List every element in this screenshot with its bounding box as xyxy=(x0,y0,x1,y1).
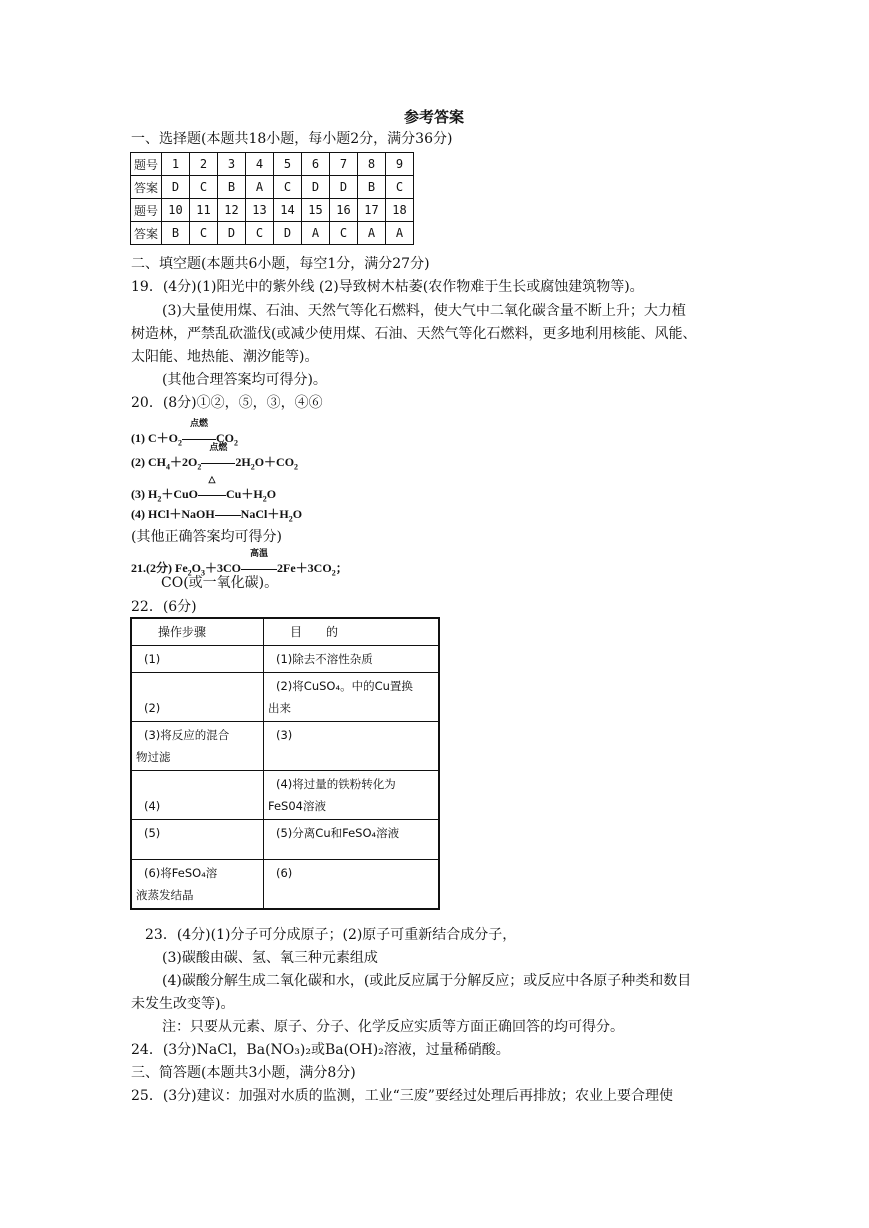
eq2-cond-text: 点燃 xyxy=(209,442,228,452)
eq3-right2: O xyxy=(266,487,277,501)
eq3-condition xyxy=(198,474,226,504)
step-line: 液蒸发结晶 xyxy=(136,888,194,902)
question-number: 1 xyxy=(162,153,190,176)
question-number: 15 xyxy=(302,199,330,222)
eq4-left: (4) HCl＋NaOH xyxy=(131,507,215,521)
step-cell: (1) xyxy=(131,646,264,673)
q21-cond-text: 高温 xyxy=(250,548,269,558)
question-number: 18 xyxy=(386,199,414,222)
purpose-line: FeS04溶液 xyxy=(268,799,326,813)
step-line: 物过滤 xyxy=(136,750,171,764)
step-cell xyxy=(131,722,264,771)
answer-cell: D xyxy=(162,176,190,199)
table-row xyxy=(131,722,439,771)
answer-cell: C xyxy=(386,176,414,199)
question-number: 12 xyxy=(218,199,246,222)
q23-line3: (4)碳酸分解生成二氧化碳和水，(或此反应属于分解反应；或反应中各原子种类和数目 xyxy=(162,973,692,989)
equation-4: (4) HCl＋NaOH $NaCl+H_2O$ xyxy=(131,504,302,529)
step-cell xyxy=(131,860,264,910)
purpose-line: (4)将过量的铁粉转化为 xyxy=(276,777,396,791)
section2-heading: 二、填空题(本题共6小题，每空1分，满分27分) xyxy=(131,256,430,272)
section1-heading: 一、选择题(本题共18小题，每小题2分，满分36分) xyxy=(131,131,453,147)
q21-end: ； xyxy=(335,561,348,575)
eq3-mid: ＋CuO xyxy=(161,487,199,501)
table-row xyxy=(131,222,414,245)
purpose-cell: (6) xyxy=(264,860,440,910)
q23-line4: 未发生改变等)。 xyxy=(131,996,235,1012)
question-number: 6 xyxy=(302,153,330,176)
eq4-condition xyxy=(215,504,241,524)
table-row xyxy=(131,860,439,910)
answer-cell: B xyxy=(358,176,386,199)
question-number: 11 xyxy=(190,199,218,222)
purpose-line: (2)将CuSO₄。中的Cu置换 xyxy=(276,679,413,693)
eq3-left: (3) H xyxy=(131,487,158,501)
table-row xyxy=(131,673,439,722)
q20-line1: 20．(8分)①②，⑤，③，④⑥ xyxy=(131,395,323,411)
header-label: 题号 xyxy=(131,199,162,222)
eq1-cond-text: 点燃 xyxy=(189,418,208,428)
table-row xyxy=(131,646,439,673)
q21-equation: 21.(2分) $Fe_2O_3+3CO$ 高温 $2Fe+3CO_2$； xyxy=(131,548,348,578)
page-title: 参考答案 xyxy=(404,108,465,126)
eq2-right: 2H xyxy=(235,455,251,469)
answer-cell: D xyxy=(330,176,358,199)
table-row xyxy=(131,153,414,176)
table-row xyxy=(131,820,439,860)
equation-1: (1) $C+O_2$ 点燃 $CO_2$ xyxy=(131,418,238,448)
q19-line5: (其他合理答案均可得分)。 xyxy=(162,372,327,388)
q19-line1: 19．(4分)(1)阳光中的紫外线 (2)导致树木枯萎(农作物难于生长或腐蚀建筑物等)。 xyxy=(131,279,644,295)
answer-label: 答案 xyxy=(131,176,162,199)
answer-cell: D xyxy=(302,176,330,199)
header-label: 题号 xyxy=(131,153,162,176)
answer-cell: C xyxy=(330,222,358,245)
question-number: 9 xyxy=(386,153,414,176)
question-number: 16 xyxy=(330,199,358,222)
steps-table xyxy=(130,617,440,910)
answer-cell: C xyxy=(190,222,218,245)
answer-cell: C xyxy=(246,222,274,245)
answer-cell: D xyxy=(274,222,302,245)
q20-note: (其他正确答案均可得分) xyxy=(131,529,282,545)
q21-line2: CO(或一氧化碳)。 xyxy=(161,575,279,591)
question-number: 13 xyxy=(246,199,274,222)
step-line: (3)将反应的混合 xyxy=(144,728,230,742)
answer-cell: A xyxy=(302,222,330,245)
question-number: 3 xyxy=(218,153,246,176)
table-row xyxy=(131,618,439,646)
eq1-left: (1) C＋O xyxy=(131,431,178,445)
q21-mid: O xyxy=(191,561,201,575)
step-cell: (5) xyxy=(131,820,264,860)
step-cell: (4) xyxy=(131,771,264,820)
question-number: 17 xyxy=(358,199,386,222)
answer-cell: C xyxy=(190,176,218,199)
table-row xyxy=(131,771,439,820)
choice-answer-table xyxy=(130,152,414,245)
q25-line: 25．(3分)建议：加强对水质的监测，工业“三废”要经过处理后再排放；农业上要合理使 xyxy=(131,1088,673,1104)
purpose-cell: (3) xyxy=(264,722,440,771)
steps-header-purpose: 目 的 xyxy=(264,618,440,646)
equation-3: (3) $H_2+CuO$ △ $Cu+H_2O$ xyxy=(131,474,277,504)
answer-cell: A xyxy=(358,222,386,245)
q19-line2: (3)大量使用煤、石油、天然气等化石燃料，使大气中二氧化碳含量不断上升；大力植 xyxy=(162,303,686,319)
question-number: 4 xyxy=(246,153,274,176)
purpose-cell xyxy=(264,673,440,722)
q23-line2: (3)碳酸由碳、氢、氧三种元素组成 xyxy=(162,950,378,966)
question-number: 2 xyxy=(190,153,218,176)
question-number: 5 xyxy=(274,153,302,176)
purpose-line: 出来 xyxy=(268,701,291,715)
answer-label: 答案 xyxy=(131,222,162,245)
eq4-right2: O xyxy=(292,507,303,521)
table-row xyxy=(131,199,414,222)
q19-line3: 树造林，严禁乱砍滥伐(或减少使用煤、石油、天然气等化石燃料，更多地利用核能、风能、 xyxy=(131,326,697,342)
table-row xyxy=(131,176,414,199)
question-number: 10 xyxy=(162,199,190,222)
step-line: (6)将FeSO₄溶 xyxy=(144,866,218,880)
q23-line1: 23．(4分)(1)分子可分成原子；(2)原子可重新结合成分子， xyxy=(145,927,517,943)
q23-note: 注：只要从元素、原子、分子、化学反应实质等方面正确回答的均可得分。 xyxy=(162,1019,624,1035)
q21-right: 2Fe＋3CO xyxy=(277,561,332,575)
q24-line: 24．(3分)NaCl，Ba(NO₃)₂或Ba(OH)₂溶液，过量稀硝酸。 xyxy=(131,1042,510,1058)
eq2-right2: O＋CO xyxy=(254,455,295,469)
eq4-right: NaCl＋H xyxy=(240,507,289,521)
answer-cell: A xyxy=(246,176,274,199)
answer-cell: D xyxy=(218,222,246,245)
step-cell: (2) xyxy=(131,673,264,722)
eq2-left: (2) CH xyxy=(131,455,166,469)
section3-heading: 三、简答题(本题共3小题，满分8分) xyxy=(131,1065,356,1081)
question-number: 7 xyxy=(330,153,358,176)
question-number: 8 xyxy=(358,153,386,176)
answer-cell: B xyxy=(218,176,246,199)
q19-line4: 太阳能、地热能、潮汐能等)。 xyxy=(131,349,319,365)
steps-header-step: 操作步骤 xyxy=(131,618,264,646)
q21-mid2: ＋3CO xyxy=(205,561,242,575)
q22-heading: 22．(6分) xyxy=(131,599,197,615)
q21-left: 21.(2分) Fe xyxy=(131,561,188,575)
answer-cell: A xyxy=(386,222,414,245)
eq1-right: CO xyxy=(216,431,234,445)
eq2-mid: ＋2O xyxy=(170,455,198,469)
purpose-cell: (5)分离Cu和FeSO₄溶液 xyxy=(264,820,440,860)
answer-cell: B xyxy=(162,222,190,245)
answer-cell: C xyxy=(274,176,302,199)
purpose-cell xyxy=(264,771,440,820)
question-number: 14 xyxy=(274,199,302,222)
eq3-cond-text: △ xyxy=(208,474,216,484)
eq3-right: Cu＋H xyxy=(226,487,263,501)
purpose-cell: (1)除去不溶性杂质 xyxy=(264,646,440,673)
equation-2: (2) $CH_4+2O_2$ 点燃 $2H_2O+CO_2$ xyxy=(131,442,299,472)
eq2-condition xyxy=(201,442,235,472)
